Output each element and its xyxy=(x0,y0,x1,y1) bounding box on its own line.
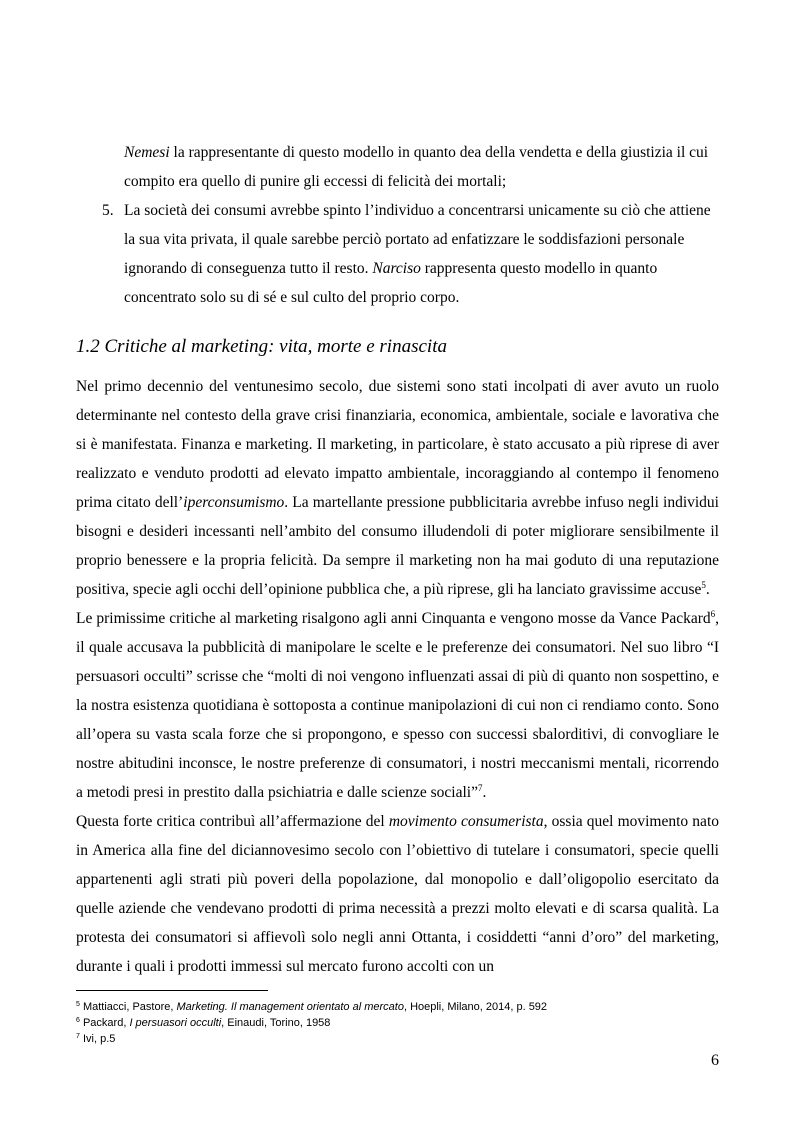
list-item-5 xyxy=(102,196,724,312)
list-item-5-text xyxy=(102,196,724,312)
list-item-4-text: la rappresentante di questo modello in quanto dea della vendetta e della giustizia il cui compito era quello di punire gli eccessi di felicità dei mortali; xyxy=(124,144,709,190)
footnote-text: Packard, xyxy=(79,1017,130,1029)
footnote-5 xyxy=(76,999,547,1015)
paragraph-3 xyxy=(76,807,719,981)
section-heading: 1.2 Critiche al marketing: vita, morte e rinascita xyxy=(76,336,447,357)
p1-text-c: . xyxy=(705,581,710,598)
footnote-title: Marketing. Il management orientato al mercato xyxy=(176,1001,404,1013)
emphasis-nemesi: Nemesi xyxy=(124,144,170,161)
list-item-5-text-b: rappresenta questo modello in quanto concentrato solo su di sé e sul culto del proprio corpo. xyxy=(124,260,658,306)
body-text xyxy=(76,372,719,981)
page-number: 6 xyxy=(711,1052,719,1069)
list-item-5-text-a: La società dei consumi avrebbe spinto l’individuo a concentrarsi unicamente su ciò che attiene la sua vita privata, il quale sarebbe perciò portato ad enfatizzare le soddisfazioni personale ignorando di conseguenza tutto il resto. xyxy=(124,202,711,277)
footnote-number: 7 xyxy=(76,1033,80,1040)
footnote-ref-5[interactable]: 5 xyxy=(701,580,706,590)
footnote-text: Mattiacci, Pastore, xyxy=(79,1001,177,1013)
emphasis-narciso: Narciso xyxy=(372,260,421,277)
paragraph-2 xyxy=(76,604,719,807)
footnote-text: Ivi, p.5 xyxy=(79,1033,116,1045)
p3-text-b: , ossia quel movimento nato in America alla fine del diciannovesimo secolo con l’obiettivo di tutelare i consumatori, specie quelli appartenenti agli strati più poveri della popolazione, dal monopolio e dall’oligopolio esercitato da quelle aziende che vendevano prodotti di prima necessità a prezzi molto elevati e di scarsa qualità. La protesta dei consumatori si affievolì solo negli anni Ottanta, i cosiddetti “anni d’oro” del marketing, durante i quali i prodotti immessi sul mercato furono accolti con un xyxy=(76,813,719,975)
emphasis-movimento-consumerista: movimento consumerista xyxy=(388,813,544,830)
footnote-title: I persuasori occulti xyxy=(129,1017,222,1029)
footnote-number: 6 xyxy=(76,1017,80,1024)
paragraph-1 xyxy=(76,372,719,604)
footnote-ref-7[interactable]: 7 xyxy=(478,783,483,793)
p1-text-a: Nel primo decennio del ventunesimo secolo, due sistemi sono stati incolpati di aver avuto un ruolo determinante nel contesto della grave crisi finanziaria, economica, ambientale, sociale e lavorativa che si è manifestata. Finanza e marketing. Il marketing, in particolare, è stato accusato a più riprese di aver realizzato e venduto prodotti ad elevato impatto ambientale, incoraggiando al contempo il fenomeno prima citato dell’ xyxy=(76,378,719,511)
p2-text-b: , il quale accusava la pubblicità di manipolare le scelte e le preferenze dei consumatori. Nel suo libro “I persuasori occulti” scrisse che “molti di noi vengono influenzati assai di più di quanto non sospettino, e la nostra esistenza quotidiana è sottoposta a continue manipolazioni di cui non ci rendiamo conto. Sono all’opera su vasta scala forze che si propongono, e spesso con successi sbalorditivi, di convogliare le nostre abitudini inconsce, le nostre preferenze di consumatori, i nostri meccanismi mentali, ricorrendo a metodi presi in prestito dalla psichiatria e dalle scienze sociali” xyxy=(76,610,719,801)
footnote-7 xyxy=(76,1031,115,1047)
emphasis-iperconsumismo: iperconsumismo xyxy=(183,494,285,511)
footnote-number: 5 xyxy=(76,1001,80,1008)
list-number: 5. xyxy=(102,202,114,219)
footnote-ref-6[interactable]: 6 xyxy=(710,609,716,619)
list-item-4-continuation xyxy=(124,138,724,196)
footnote-text: , Hoepli, Milano, 2014, p. 592 xyxy=(403,1001,548,1013)
p2-text-a: Le primissime critiche al marketing risalgono agli anni Cinquanta e vengono mosse da Vance Packard xyxy=(76,610,711,627)
p1-text-b: . La martellante pressione pubblicitaria avrebbe infuso negli individui bisogni e desideri incessanti nell’ambito del consumo illudendoli di poter migliorare sensibilmente il proprio benessere e la propria felicità. Da sempre il marketing non ha mai goduto di una reputazione positiva, specie agli occhi dell’opinione pubblica che, a più riprese, gli ha lanciato gravissime accuse xyxy=(76,494,719,598)
footnote-separator xyxy=(76,990,268,991)
footnote-6 xyxy=(76,1015,330,1031)
footnote-text: , Einaudi, Torino, 1958 xyxy=(221,1017,331,1029)
p2-text-c: . xyxy=(482,784,487,801)
p3-text-a: Questa forte critica contribuì all’affermazione del xyxy=(76,813,389,830)
